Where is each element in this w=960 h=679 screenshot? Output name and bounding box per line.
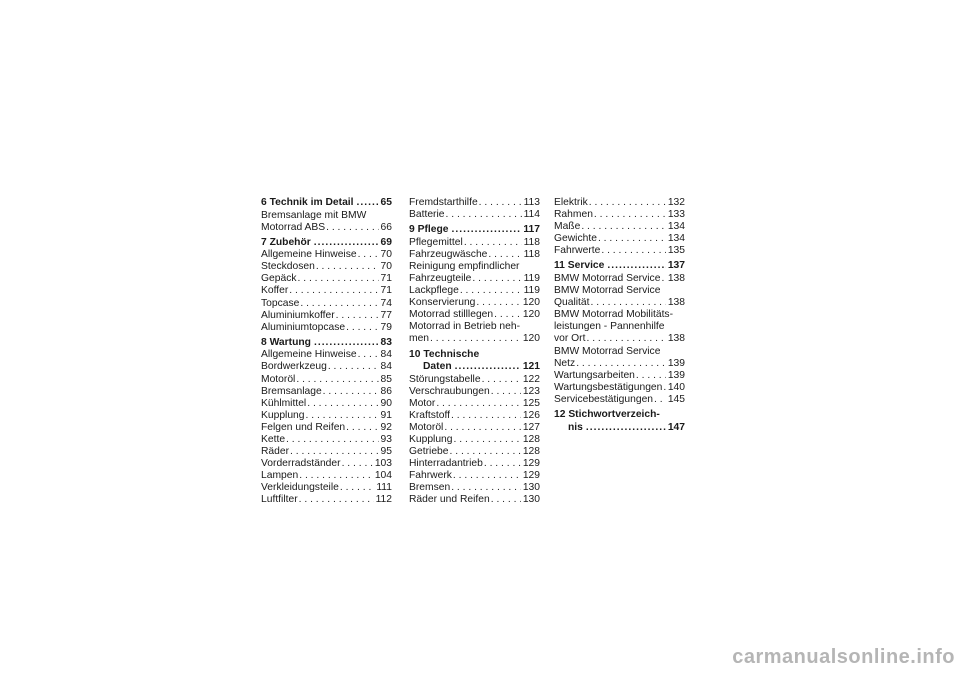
- leader-dots: [576, 358, 666, 370]
- toc-section-heading[interactable]: [554, 260, 685, 273]
- toc-section-page: 121: [522, 361, 540, 373]
- leader-dots: [300, 298, 378, 310]
- leader-dots: [494, 309, 521, 321]
- toc-entry-page: 90: [380, 397, 392, 409]
- toc-section-page: 83: [380, 336, 392, 348]
- leader-dots: [346, 422, 378, 434]
- toc-section-heading-line: 10 Technische: [409, 348, 480, 360]
- leader-dots: [491, 494, 521, 506]
- leader-dots: [290, 446, 378, 458]
- leader-dots: [306, 410, 379, 422]
- leader-dots: [586, 422, 666, 435]
- leader-dots: [472, 273, 521, 285]
- toc-entry-title: Koffer: [261, 285, 289, 297]
- toc-entry-title: Kupplung: [409, 434, 453, 445]
- leader-dots: [491, 386, 521, 398]
- toc-entry[interactable]: [554, 197, 685, 209]
- toc-entry-title: Bremsanlage: [261, 385, 322, 397]
- toc-entry[interactable]: [261, 249, 392, 261]
- toc-section-page: 69: [380, 236, 392, 248]
- toc-column-1: [261, 197, 392, 507]
- toc-entry-line: BMW Motorrad Service: [554, 285, 661, 297]
- toc-entry-page: 84: [380, 361, 392, 373]
- toc-entry-title: Verkleidungsteile: [261, 482, 339, 494]
- toc-entry-page: 84: [380, 349, 392, 361]
- toc-entry-page: 128: [522, 446, 540, 458]
- toc-entry[interactable]: [261, 261, 392, 273]
- toc-entry-page: 86: [380, 385, 392, 397]
- toc-entry-page: 119: [523, 272, 540, 284]
- toc-entry[interactable]: [261, 273, 392, 285]
- toc-section-heading[interactable]: [409, 224, 540, 237]
- toc-entry[interactable]: [409, 458, 540, 470]
- toc-entry-page: 123: [522, 385, 540, 397]
- toc-entry-page: 120: [522, 309, 540, 321]
- toc-entry-title: Netz: [554, 357, 576, 369]
- toc-entry-title: Felgen und Reifen: [261, 421, 346, 433]
- toc-entry[interactable]: [409, 297, 540, 309]
- toc-entry-page: 118: [523, 248, 540, 260]
- toc-entry-page: 130: [522, 482, 540, 494]
- toc-entry-title: Elektrik: [554, 197, 588, 208]
- leader-dots: [663, 382, 665, 394]
- leader-dots: [451, 410, 521, 422]
- toc-entry-page: 71: [380, 285, 392, 297]
- leader-dots: [336, 310, 379, 322]
- toc-entry-line: Motorrad in Betrieb neh-: [409, 321, 521, 333]
- toc-entry-title: Fahrwerk: [409, 470, 452, 482]
- toc-section-title: 9 Pflege: [409, 224, 449, 236]
- toc-entry[interactable]: [261, 361, 392, 373]
- toc-entry-title: men: [409, 333, 430, 345]
- toc-entry[interactable]: [261, 458, 392, 470]
- toc-entry-page: 111: [376, 482, 392, 494]
- toc-section-title: 7 Zubehör: [261, 236, 311, 248]
- leader-dots: [586, 333, 665, 345]
- toc-entry-page: 85: [380, 373, 392, 385]
- toc-entry[interactable]: [554, 245, 685, 257]
- toc-entry[interactable]: [554, 333, 685, 345]
- toc-entry[interactable]: [261, 374, 392, 386]
- toc-entry-page: 74: [380, 297, 392, 309]
- toc-section-title: 6 Technik im Detail: [261, 197, 354, 208]
- toc-entry-page: 133: [667, 209, 685, 221]
- leader-dots: [581, 221, 665, 233]
- toc-entry[interactable]: [409, 410, 540, 422]
- toc-section-title: 8 Wartung: [261, 336, 311, 348]
- toc-entry-title: Störungstabelle: [409, 373, 481, 385]
- toc-entry-page: 126: [522, 409, 540, 421]
- toc-entry[interactable]: [261, 446, 392, 458]
- toc-column-2: [409, 197, 540, 507]
- leader-dots: [299, 470, 373, 482]
- toc-entry-title: Hinterradantrieb: [409, 458, 483, 470]
- leader-dots: [453, 470, 521, 482]
- toc-entry-title: Motoröl: [409, 421, 444, 433]
- toc-entry[interactable]: [261, 410, 392, 422]
- toc-entry-page: 112: [375, 494, 392, 506]
- toc-entry-title: Motor: [409, 397, 436, 409]
- toc-section-heading-line: 12 Stichwortverzeich-: [554, 409, 660, 420]
- toc-entry-title: Konservierung: [409, 297, 476, 309]
- toc-entry-title: Pflegemittel: [409, 236, 463, 248]
- toc-entry[interactable]: [409, 446, 540, 458]
- leader-dots: [464, 237, 522, 249]
- toc-entry[interactable]: [409, 482, 540, 494]
- toc-entry-title: Aluminiumkoffer: [261, 309, 335, 321]
- leader-dots: [661, 273, 665, 285]
- toc-entry[interactable]: [409, 309, 540, 321]
- toc-entry[interactable]: [409, 249, 540, 261]
- toc-entry-title: Fahrzeugteile: [409, 272, 472, 284]
- toc-entry-page: 132: [667, 197, 685, 208]
- leader-dots: [607, 260, 665, 273]
- toc-entry-page: 122: [522, 373, 540, 385]
- toc-entry-page: 145: [667, 393, 685, 405]
- toc-entry-title: Lackpflege: [409, 285, 459, 297]
- toc-entry[interactable]: [409, 197, 540, 209]
- toc-entry-title: Räder und Reifen: [409, 494, 490, 506]
- toc-entry[interactable]: [554, 233, 685, 245]
- toc-entry-page: 71: [380, 273, 392, 285]
- leader-dots: [436, 398, 520, 410]
- toc-column-3: [554, 197, 685, 434]
- toc-entry-page: 118: [523, 236, 540, 248]
- leader-dots: [358, 249, 379, 261]
- toc-entry-line: BMW Motorrad Service: [554, 345, 661, 357]
- toc-entry[interactable]: [554, 394, 685, 406]
- leader-dots: [323, 386, 379, 398]
- toc-entry[interactable]: [554, 382, 685, 394]
- toc-entry-title: Luftfilter: [261, 494, 298, 506]
- toc-entry-page: 77: [380, 309, 392, 321]
- toc-entry-title: Topcase: [261, 297, 300, 309]
- toc-entry[interactable]: [261, 285, 392, 297]
- toc-entry-title: Batterie: [409, 209, 445, 221]
- leader-dots: [314, 337, 379, 350]
- leader-dots: [289, 285, 378, 297]
- toc-entry-page: 139: [667, 369, 685, 381]
- leader-dots: [314, 237, 379, 250]
- toc-entry-title: Bremsen: [409, 482, 451, 494]
- toc-section-title: nis: [568, 421, 583, 433]
- toc-entry[interactable]: [261, 470, 392, 482]
- toc-entry[interactable]: [554, 297, 685, 309]
- toc-section-heading[interactable]: [261, 197, 392, 210]
- leader-dots: [594, 209, 666, 221]
- toc-entry[interactable]: [261, 482, 392, 494]
- toc-entry-page: 91: [380, 409, 392, 421]
- toc-entry-title: Wartungsarbeiten: [554, 369, 635, 381]
- toc-entry[interactable]: [261, 310, 392, 322]
- toc-entry[interactable]: [554, 273, 685, 285]
- toc-entry-page: 128: [522, 434, 540, 445]
- leader-dots: [296, 374, 378, 386]
- toc-entry[interactable]: [409, 273, 540, 285]
- toc-entry-title: Kraftstoff: [409, 409, 451, 421]
- leader-dots: [340, 482, 374, 494]
- toc-entry-title: Gewichte: [554, 233, 597, 245]
- leader-dots: [358, 349, 379, 361]
- leader-dots: [299, 494, 374, 506]
- toc-entry-title: Wartungsbestätigungen: [554, 381, 663, 393]
- toc-section-page: 137: [667, 260, 685, 272]
- toc-entry[interactable]: [261, 398, 392, 410]
- leader-dots: [484, 458, 521, 470]
- toc-entry[interactable]: [261, 322, 392, 334]
- toc-entry[interactable]: [261, 434, 392, 446]
- leader-dots: [446, 209, 522, 221]
- toc-entry[interactable]: [554, 221, 685, 233]
- toc-entry-page: 120: [522, 297, 540, 309]
- toc-entry-title: Lampen: [261, 470, 299, 482]
- toc-entry[interactable]: [554, 358, 685, 370]
- toc-entry-title: vor Ort: [554, 333, 586, 345]
- toc-entry[interactable]: [409, 237, 540, 249]
- toc-entry[interactable]: [409, 333, 540, 345]
- toc-entry[interactable]: [554, 209, 685, 221]
- toc-entry-title: Fahrzeugwäsche: [409, 248, 488, 260]
- toc-entry[interactable]: [409, 422, 540, 434]
- toc-entry-title: Getriebe: [409, 446, 449, 458]
- toc-entry-title: Fremdstarthilfe: [409, 197, 478, 208]
- toc-entry[interactable]: [409, 398, 540, 410]
- toc-entry-title: Steckdosen: [261, 261, 315, 273]
- toc-entry[interactable]: [261, 298, 392, 310]
- toc-entry-title: Motorrad ABS: [261, 221, 326, 233]
- toc-entry-page: 113: [523, 197, 540, 208]
- leader-dots: [636, 370, 666, 382]
- toc-entry-page: 70: [380, 261, 392, 273]
- toc-entry-line: Bremsanlage mit BMW: [261, 209, 367, 221]
- toc-entry-title: Servicebestätigungen: [554, 393, 654, 405]
- toc-entry-page: 138: [667, 272, 685, 284]
- leader-dots: [357, 197, 379, 210]
- toc-entry-page: 134: [667, 221, 685, 233]
- toc-entry-title: Allgemeine Hinweise: [261, 349, 357, 361]
- toc-section-heading[interactable]: [409, 361, 540, 374]
- toc-entry-title: Qualität: [554, 297, 590, 309]
- leader-dots: [342, 458, 373, 470]
- leader-dots: [451, 482, 521, 494]
- toc-entry-page: 129: [522, 458, 540, 470]
- leader-dots: [326, 222, 378, 234]
- leader-dots: [450, 446, 521, 458]
- leader-dots: [298, 273, 379, 285]
- toc-entry-line: leistungen - Pannenhilfe: [554, 321, 665, 333]
- leader-dots: [430, 333, 521, 345]
- leader-dots: [479, 197, 522, 209]
- toc-entry[interactable]: [261, 494, 392, 506]
- toc-section-title: 11 Service: [554, 260, 605, 272]
- toc-entry[interactable]: [409, 285, 540, 297]
- toc-entry-page: 138: [667, 333, 685, 345]
- toc-entry[interactable]: [409, 386, 540, 398]
- toc-entry-title: Kette: [261, 434, 286, 445]
- toc-entry-page: 66: [380, 221, 392, 233]
- toc-entry-page: 120: [522, 333, 540, 345]
- toc-entry[interactable]: [261, 349, 392, 361]
- toc-entry-page: 129: [522, 470, 540, 482]
- toc-entry[interactable]: [261, 422, 392, 434]
- toc-entry[interactable]: [409, 374, 540, 386]
- toc-entry[interactable]: [261, 222, 392, 234]
- toc-entry-title: Motorrad stilllegen: [409, 309, 494, 321]
- leader-dots: [476, 297, 520, 309]
- leader-dots: [444, 422, 520, 434]
- leader-dots: [455, 361, 521, 374]
- toc-section-heading[interactable]: [261, 237, 392, 250]
- leader-dots: [307, 398, 378, 410]
- toc-entry-page: 135: [667, 245, 685, 257]
- toc-section-title: Daten: [423, 361, 452, 373]
- toc-entry-title: Rahmen: [554, 209, 593, 221]
- toc-entry-page: 79: [380, 321, 392, 333]
- leader-dots: [482, 374, 521, 386]
- toc-section-heading[interactable]: [261, 337, 392, 350]
- toc-entry-page: 70: [380, 249, 392, 261]
- leader-dots: [589, 197, 666, 209]
- leader-dots: [346, 322, 378, 334]
- leader-dots: [316, 261, 379, 273]
- toc-entry-title: Kupplung: [261, 409, 305, 421]
- leader-dots: [654, 394, 666, 406]
- toc-entry-title: Fahrwerte: [554, 245, 601, 257]
- toc-entry-title: Vorderradständer: [261, 458, 341, 470]
- toc-entry-page: 138: [667, 297, 685, 309]
- toc-entry-title: Allgemeine Hinweise: [261, 249, 357, 261]
- toc-entry-page: 125: [522, 397, 540, 409]
- toc-entry-page: 104: [374, 470, 392, 482]
- toc-entry-title: Aluminiumtopcase: [261, 321, 346, 333]
- toc-entry-title: Bordwerkzeug: [261, 361, 327, 373]
- toc-entry-title: BMW Motorrad Service: [554, 272, 661, 284]
- toc-entry-line: Reinigung empfindlicher: [409, 260, 520, 272]
- leader-dots: [488, 249, 521, 261]
- toc-section-page: 117: [523, 224, 540, 236]
- leader-dots: [286, 434, 378, 446]
- toc-entry-page: 103: [374, 458, 392, 470]
- toc-entry-page: 134: [667, 233, 685, 245]
- toc-entry-page: 140: [667, 381, 685, 393]
- toc-entry[interactable]: [409, 470, 540, 482]
- toc-entry-line: BMW Motorrad Mobilitäts-: [554, 309, 674, 321]
- toc-entry-title: Verschraubungen: [409, 385, 490, 397]
- toc-section-page: 65: [380, 197, 392, 208]
- toc-entry-page: 130: [522, 494, 540, 506]
- toc-entry[interactable]: [409, 209, 540, 221]
- toc-entry[interactable]: [554, 370, 685, 382]
- toc-entry-page: 127: [522, 421, 540, 433]
- toc-section-page: 147: [667, 421, 685, 433]
- toc-entry-page: 93: [380, 434, 392, 445]
- toc-entry-title: Motoröl: [261, 373, 296, 385]
- toc-entry-page: 92: [380, 421, 392, 433]
- toc-entry[interactable]: [409, 434, 540, 446]
- toc-entry-page: 114: [523, 209, 540, 221]
- watermark: carmanualsonline.info: [732, 646, 955, 668]
- toc-entry-page: 95: [380, 446, 392, 458]
- toc-section-heading[interactable]: [554, 422, 685, 435]
- toc-entry-page: 119: [523, 285, 540, 297]
- leader-dots: [460, 285, 522, 297]
- toc-entry-title: Kühlmittel: [261, 397, 307, 409]
- leader-dots: [454, 434, 521, 446]
- leader-dots: [452, 224, 522, 237]
- toc-entry-title: Gepäck: [261, 273, 297, 285]
- leader-dots: [591, 297, 666, 309]
- toc-entry[interactable]: [409, 494, 540, 506]
- toc-entry-title: Maße: [554, 221, 581, 233]
- toc-entry-page: 139: [667, 357, 685, 369]
- toc-entry[interactable]: [261, 386, 392, 398]
- leader-dots: [598, 233, 666, 245]
- toc-entry-title: Räder: [261, 446, 290, 458]
- leader-dots: [328, 361, 379, 373]
- leader-dots: [601, 245, 665, 257]
